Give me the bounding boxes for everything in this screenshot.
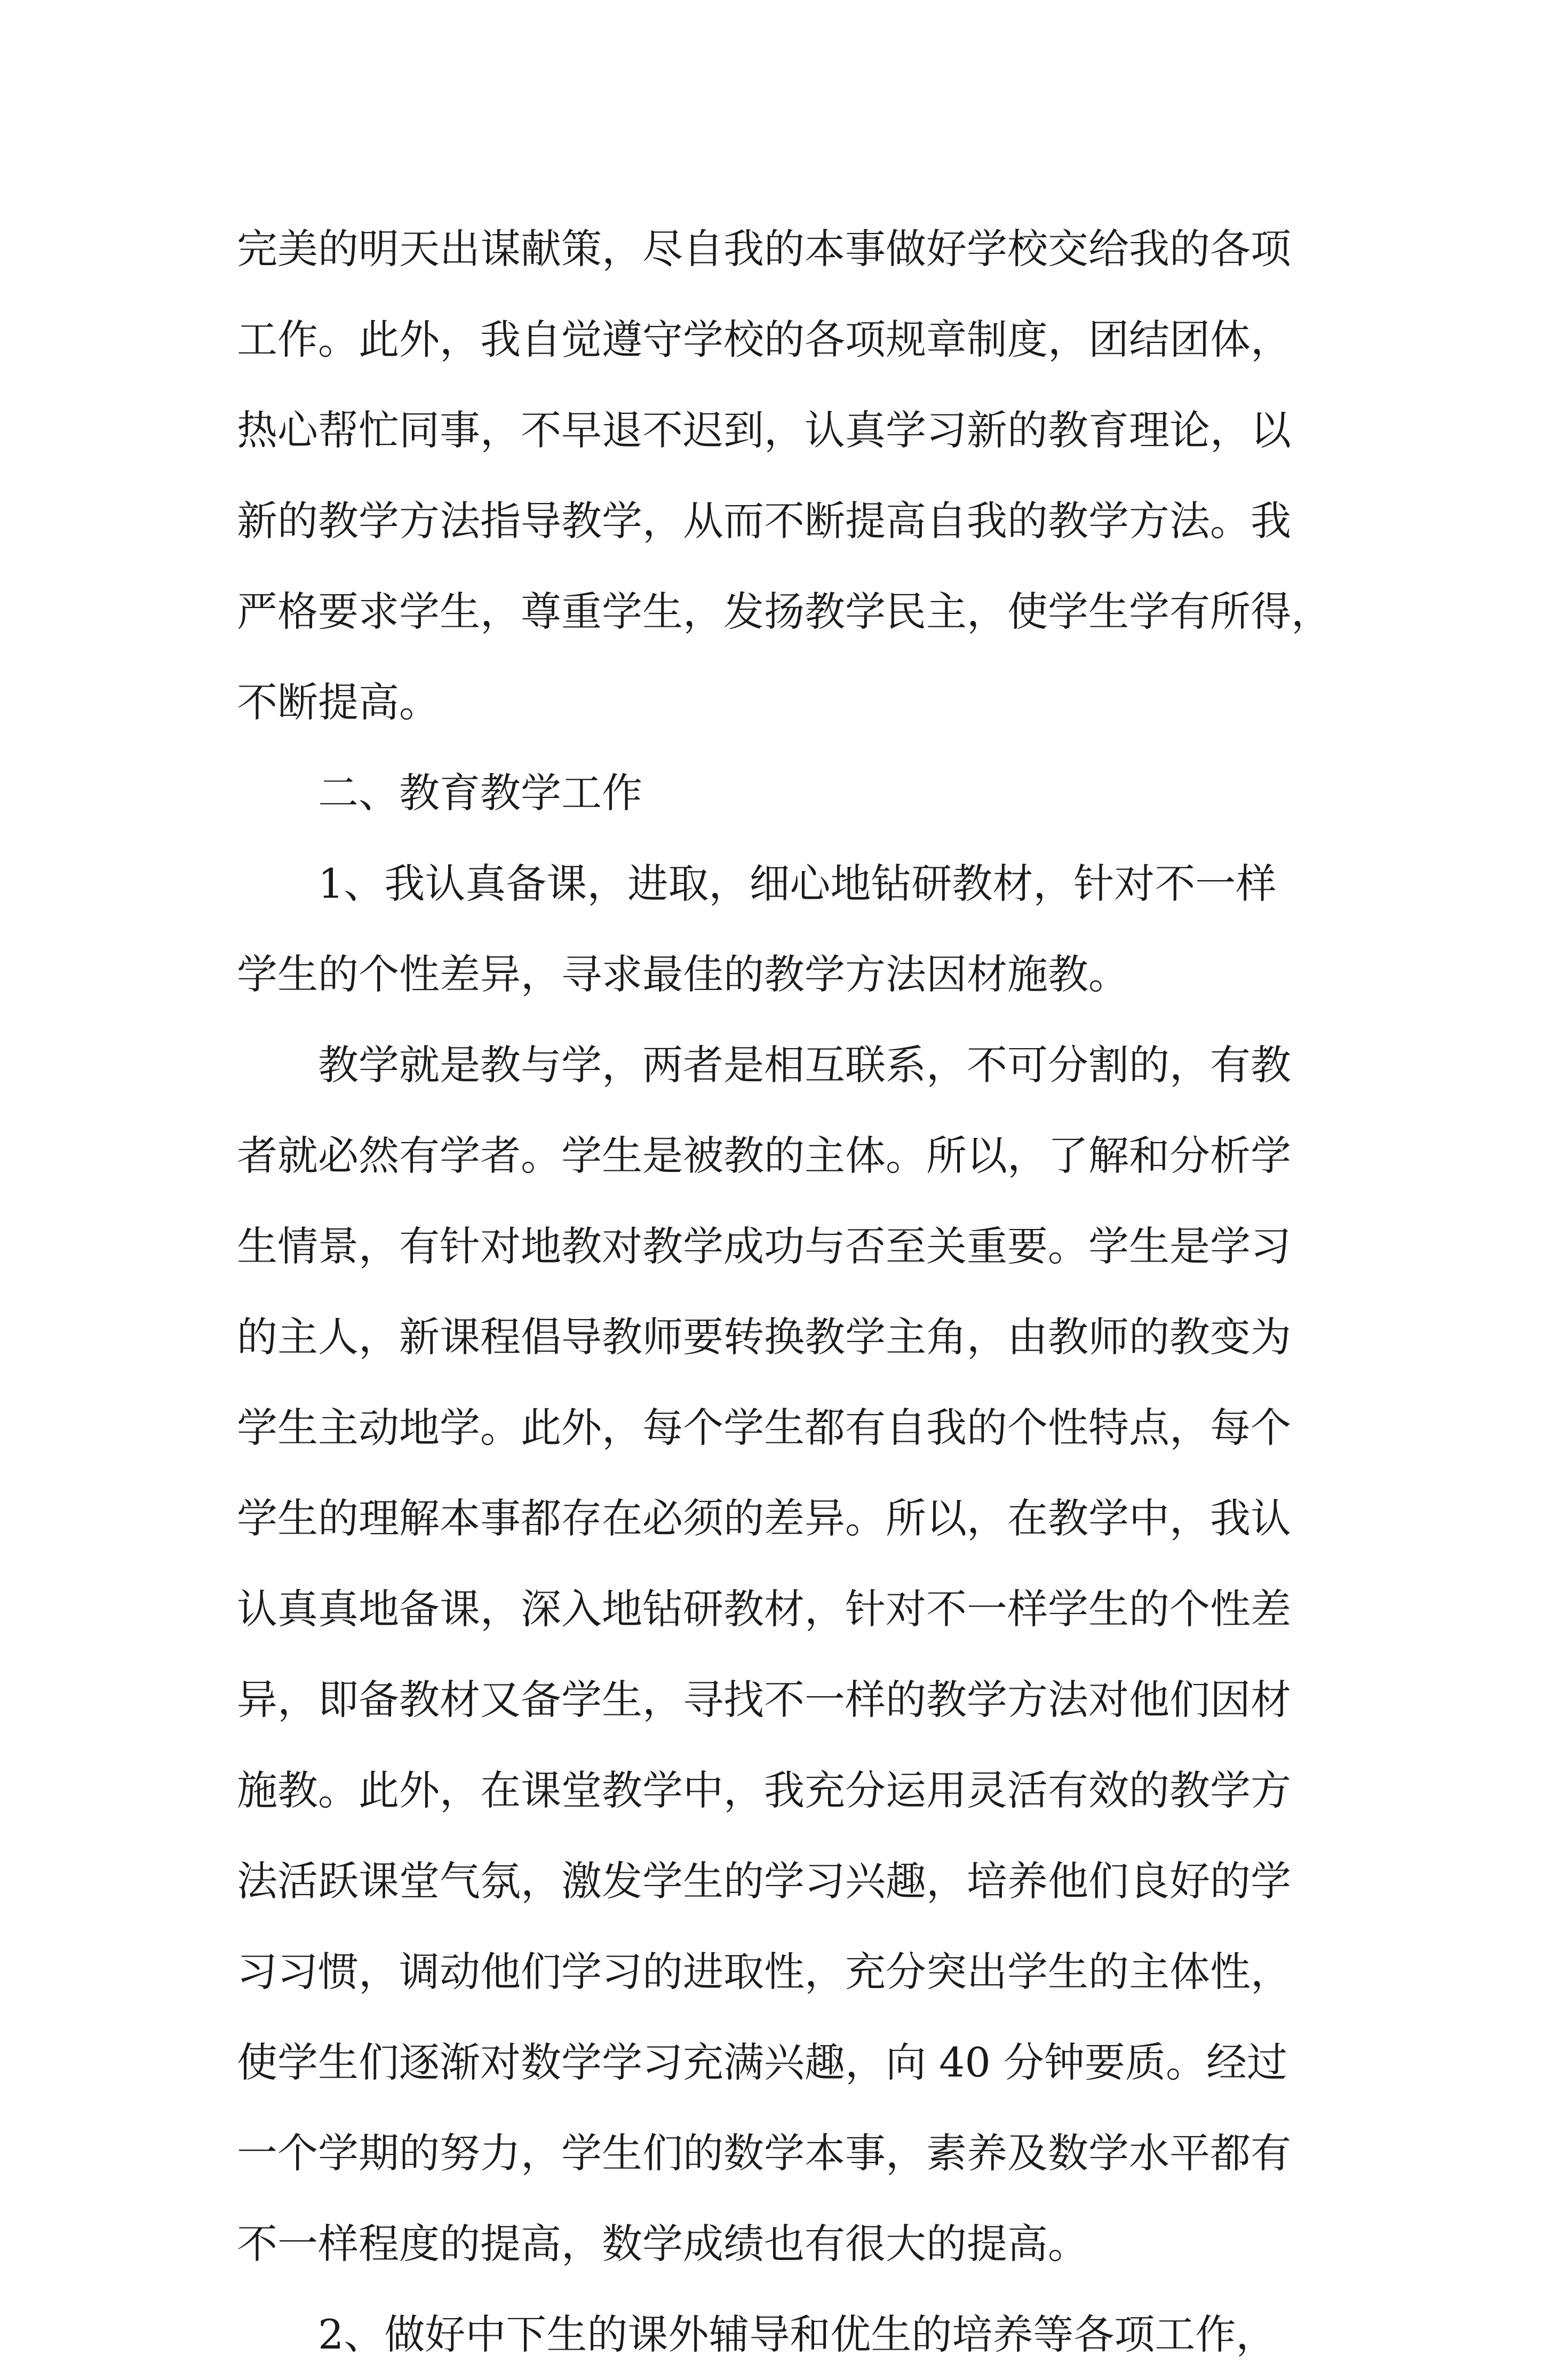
text-line: 热心帮忙同事，不早退不迟到，认真学习新的教育理论，以 xyxy=(237,406,1291,454)
text-line: 法活跃课堂气氛，激发学生的学习兴趣，培养他们良好的学 xyxy=(237,1857,1291,1905)
text-line: 学生的理解本事都存在必须的差异。所以，在教学中，我认 xyxy=(237,1495,1291,1542)
text-line: 新的教学方法指导教学，从而不断提高自我的教学方法。我 xyxy=(237,497,1291,545)
text-line: 者就必然有学者。学生是被教的主体。所以，了解和分析学 xyxy=(237,1132,1291,1179)
text-line: 认真真地备课，深入地钻研教材，针对不一样学生的个性差 xyxy=(237,1585,1291,1633)
text-line: 2、做好中下生的课外辅导和优生的培养等各项工作， xyxy=(318,2311,1277,2358)
text-line: 不一样程度的提高，数学成绩也有很大的提高。 xyxy=(237,2220,1088,2267)
text-line: 施教。此外，在课堂教学中，我充分运用灵活有效的教学方 xyxy=(237,1767,1291,1814)
section-heading: 二、教育教学工作 xyxy=(318,769,642,817)
body-text xyxy=(237,204,1332,2380)
text-line: 工作。此外，我自觉遵守学校的各项规章制度，团结团体， xyxy=(237,316,1291,363)
text-line: 1、我认真备课，进取，细心地钻研教材，针对不一样 xyxy=(318,860,1277,907)
text-line: 习习惯，调动他们学习的进取性，充分突出学生的主体性， xyxy=(237,1948,1291,1995)
text-line: 教学就是教与学，两者是相互联系，不可分割的，有教 xyxy=(318,1041,1291,1089)
text-line: 学生的个性差异，寻求最佳的教学方法因材施教。 xyxy=(237,951,1129,998)
text-line: 完美的明天出谋献策，尽自我的本事做好学校交给我的各项 xyxy=(237,225,1291,273)
text-line: 使学生们逐渐对数学学习充满兴趣，向 40 分钟要质。经过 xyxy=(237,2039,1288,2086)
text-line: 严格要求学生，尊重学生，发扬教学民主，使学生学有所得， xyxy=(237,588,1332,635)
text-line: 一个学期的努力，学生们的数学本事，素养及数学水平都有 xyxy=(237,2129,1291,2177)
text-line: 学生主动地学。此外，每个学生都有自我的个性特点，每个 xyxy=(237,1404,1291,1451)
text-line: 异，即备教材又备学生，寻找不一样的教学方法对他们因材 xyxy=(237,1676,1291,1723)
text-line: 的主人，新课程倡导教师要转换教学主角，由教师的教变为 xyxy=(237,1313,1291,1361)
text-line: 不断提高。 xyxy=(237,678,440,726)
text-line: 生情景，有针对地教对教学成功与否至关重要。学生是学习 xyxy=(237,1223,1291,1270)
